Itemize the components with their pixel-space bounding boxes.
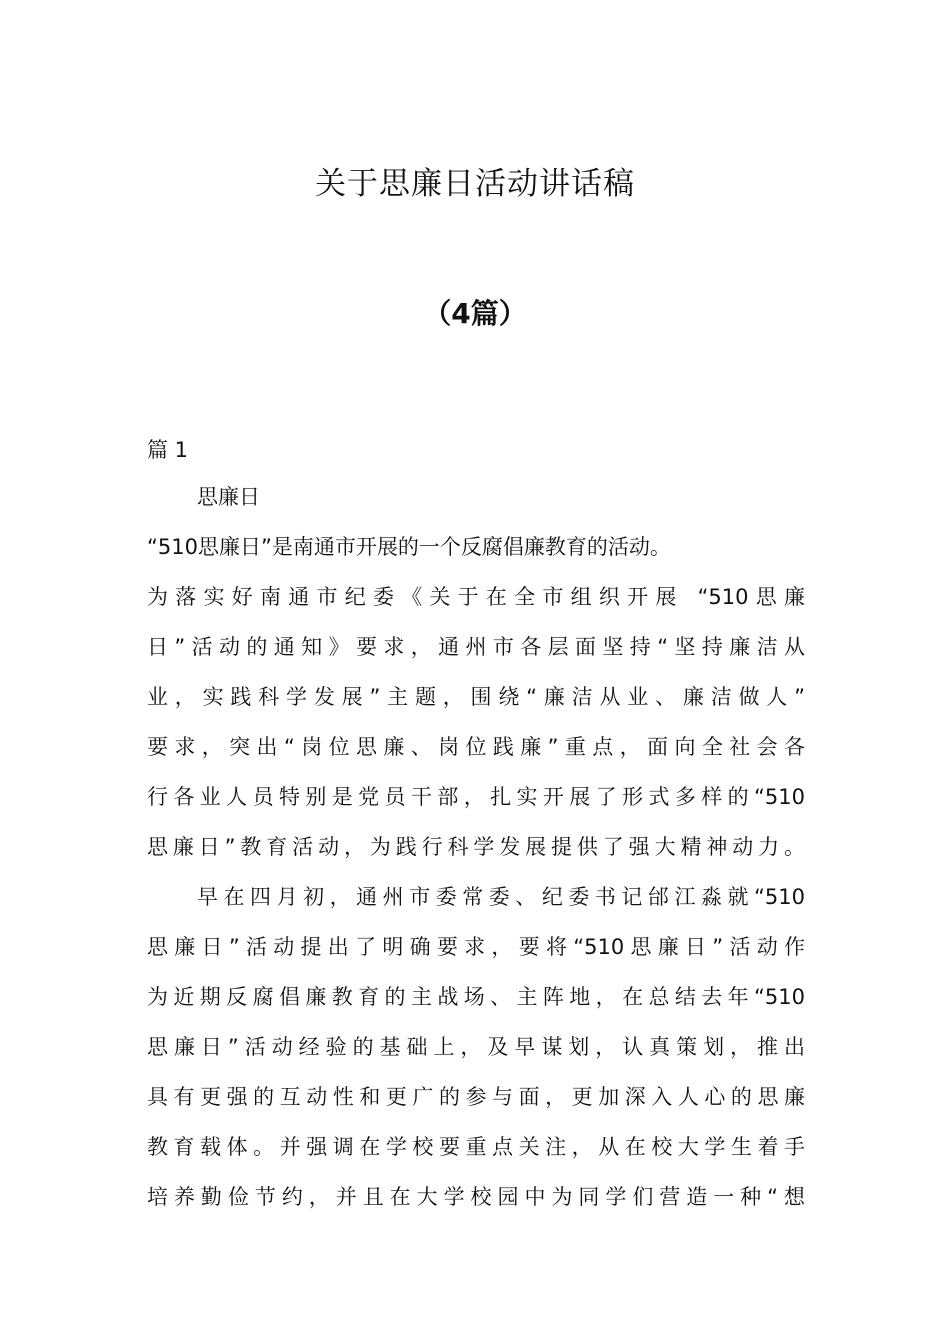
document-title: 关于思廉日活动讲话稿	[315, 166, 635, 202]
document-subtitle: （4篇）	[423, 297, 527, 330]
paragraph-line: 要求，突出“岗位思廉、岗位践廉”重点，面向全社会各	[147, 735, 805, 759]
paragraph-line: 行各业人员特别是党员干部，扎实开展了形式多样的“510	[147, 785, 805, 809]
paragraph-line: 思廉日”活动提出了明确要求，要将“510思廉日”活动作	[147, 935, 805, 959]
section-label: 篇 1	[147, 438, 189, 462]
paragraph-line: 为落实好南通市纪委《关于在全市组织开展 “510思廉	[147, 585, 805, 609]
section-heading: 思廉日	[197, 485, 260, 509]
paragraph-line: 早在四月初，通州市委常委、纪委书记邰江淼就“510	[197, 885, 805, 909]
paragraph-line: 业，实践科学发展”主题，围绕“廉洁从业、廉洁做人”	[147, 685, 805, 709]
paragraph-line: 培养勤俭节约，并且在大学校园中为同学们营造一种“想	[147, 1185, 805, 1209]
paragraph-line: 日”活动的通知》要求，通州市各层面坚持“坚持廉洁从	[147, 635, 805, 659]
paragraph-line: 思廉日”教育活动，为践行科学发展提供了强大精神动力。	[147, 835, 805, 859]
paragraph-line: 教育载体。并强调在学校要重点关注，从在校大学生着手	[147, 1135, 805, 1159]
paragraph-line: 为近期反腐倡廉教育的主战场、主阵地，在总结去年“510	[147, 985, 805, 1009]
paragraph-line: 具有更强的互动性和更广的参与面，更加深入人心的思廉	[147, 1085, 805, 1109]
paragraph-line: 思廉日”活动经验的基础上，及早谋划，认真策划，推出	[147, 1035, 805, 1059]
paragraph-line: “510思廉日”是南通市开展的一个反腐倡廉教育的活动。	[147, 535, 671, 559]
